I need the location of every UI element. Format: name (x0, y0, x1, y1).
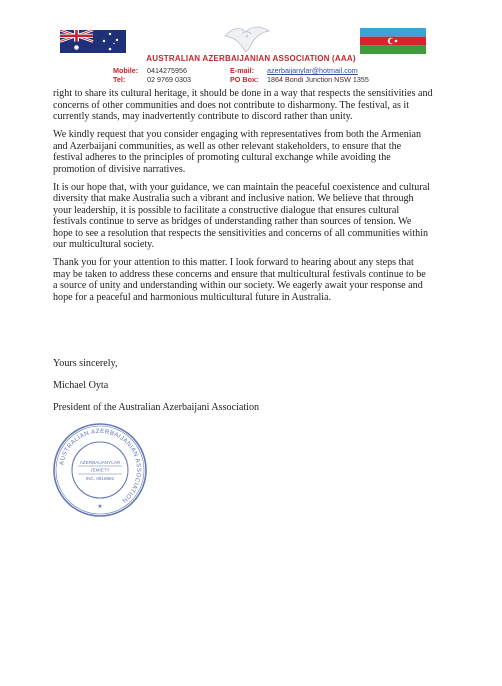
text-line: festival adheres to the principles of promoting cultural exchange while avoiding the (53, 152, 391, 163)
text-line: It is our hope that, with your guidance, we can maintain the peaceful coexistence and cultural (53, 181, 430, 193)
paragraph-1 (53, 88, 453, 123)
letter-body (53, 88, 453, 310)
email-label: E-mail: (230, 66, 254, 75)
text-line: promotion of divisive narratives. (53, 163, 186, 175)
text-line: a source of unity and understanding within our society. We eagerly await your response and (53, 280, 423, 291)
po-box-label: PO Box: (230, 75, 259, 84)
text-line: and Azerbaijani communities, as well as other relevant stakeholders, to ensure that the (53, 140, 402, 152)
mobile-label: Mobile: (113, 66, 139, 75)
closing-salutation: Yours sincerely, (53, 358, 118, 369)
organization-name: AUSTRALIAN AZERBAIJANIAN ASSOCIATION (AAA) (146, 54, 356, 63)
text-line: hope to see a resolution that respects the sensitivities and concerns of all communities within (53, 227, 429, 239)
stamp-inner-line3: INC. 9818882 (85, 476, 115, 481)
stamp-inner-line1: AZERBAIJANYLAR (79, 460, 121, 465)
contact-phones (113, 66, 191, 84)
stamp-inner-line2: JEMIETY (90, 467, 110, 473)
text-line: concerns of other communities and does not contribute to disharmony. The festival, as it (53, 99, 410, 111)
text-line: may be taken to address these concerns and ensure that multicultural festivals continue to be (53, 268, 426, 280)
mobile-value: 0414275956 (147, 66, 187, 75)
text-line: our multicultural society. (53, 239, 155, 250)
text-line: We kindly request that you consider engaging with representatives from both the Armenian (53, 129, 422, 140)
signer-title: President of the Australian Azerbaijani Association (53, 402, 260, 413)
tel-value: 02 9769 0303 (147, 75, 191, 84)
text-line: your leadership, it is possible to facilitate a constructive dialogue that ensures cultural (53, 204, 400, 216)
association-stamp-icon (48, 420, 152, 520)
text-line: currently stands, may inadvertently contribute to discord rather than unity. (53, 111, 353, 122)
text-line: festivals continue to serve as bridges of understanding rather than sources of tension. We (53, 216, 412, 227)
text-line: Thank you for your attention to this matter. I look forward to hearing about any steps that (53, 257, 414, 268)
text-line: right to share its cultural heritage, it should be done in a way that respects the sensitivities and (53, 88, 433, 99)
signer-name: Michael Oyta (53, 380, 109, 391)
eagle-emblem-icon (222, 22, 272, 54)
australia-flag-icon (60, 30, 126, 53)
paragraph-4 (53, 257, 453, 303)
email-link[interactable]: azerbaijanylar@hotmail.com (267, 66, 358, 75)
text-line: hope for a peaceful and harmonious multicultural future in Australia. (53, 291, 332, 303)
stamp-ring-text: AUSTRALIAN AZERBAIJANIAN ASSOCIATION (58, 427, 143, 505)
azerbaijan-flag-icon (360, 28, 426, 54)
contact-email-po (230, 66, 369, 84)
paragraph-3 (53, 182, 453, 251)
paragraph-2 (53, 129, 453, 175)
po-box-value: 1864 Bondi Junction NSW 1355 (267, 75, 369, 84)
tel-label: Tel: (113, 75, 126, 84)
text-line: diversity that make Australia such a vibrant and inclusive nation. We believe that through (53, 193, 414, 204)
svg-text:★: ★ (97, 503, 103, 510)
